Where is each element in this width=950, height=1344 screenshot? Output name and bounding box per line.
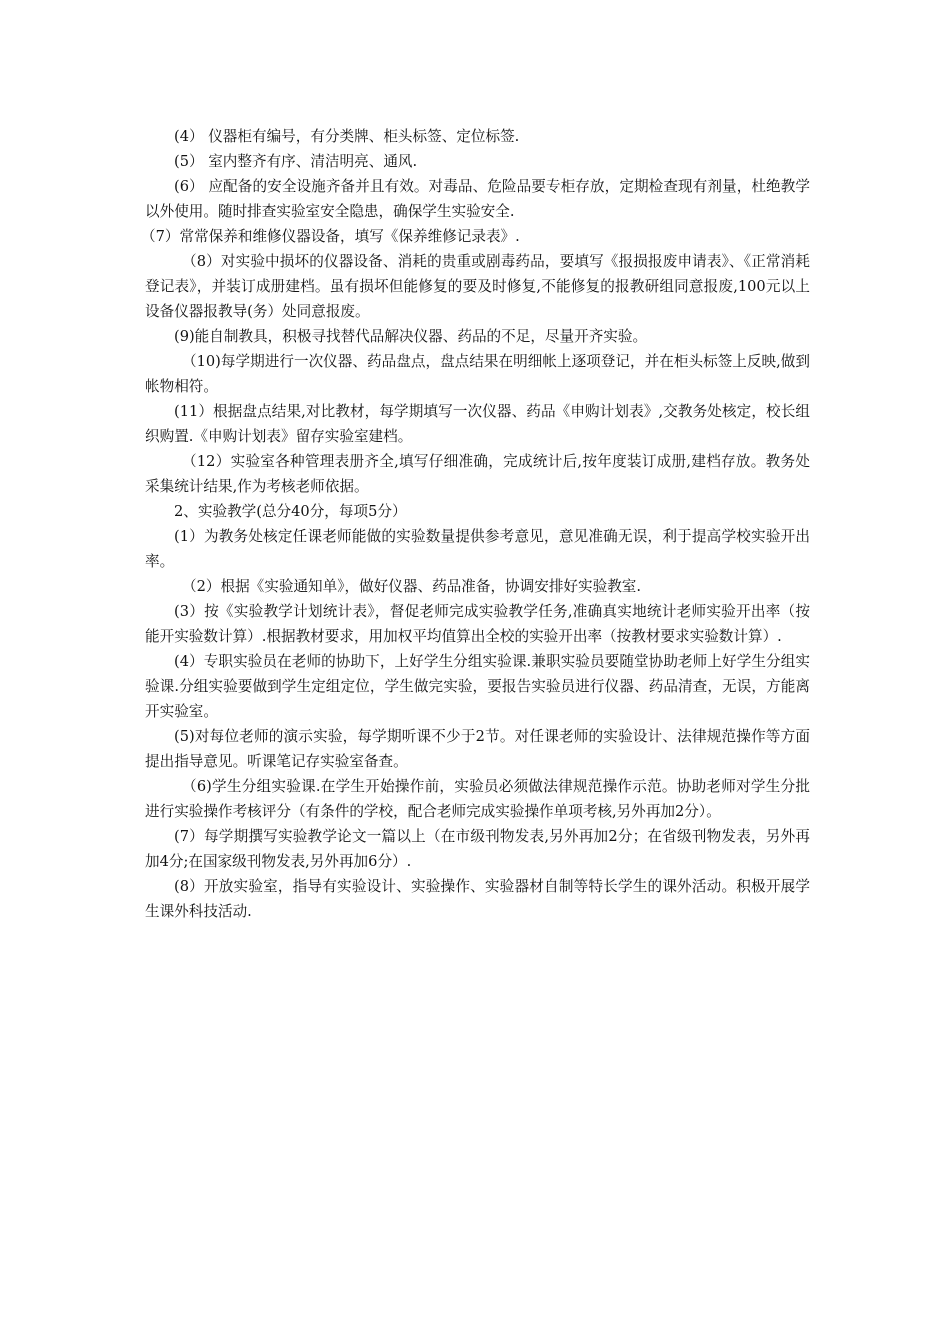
paragraph-item-12: （12）实验室各种管理表册齐全,填写仔细准确，完成统计后,按年度装订成册,建档存放。教务处采集统计结果,作为考核老师依据。 — [145, 453, 810, 495]
paragraph-teaching-4: (4）专职实验员在老师的协助下，上好学生分组实验课.兼职实验员要随堂协助老师上好学生分组实验课.分组实验要做到学生定组定位，学生做完实验，要报告实验员进行仪器、药品清查，无误，方能离开实验室。 — [145, 653, 810, 720]
paragraph-teaching-1: (1）为教务处核定任课老师能做的实验数量提供参考意见，意见准确无误，利于提高学校实验开出率。 — [145, 528, 810, 570]
paragraph-teaching-2: （2）根据《实验通知单》，做好仪器、药品准备，协调安排好实验教室. — [182, 578, 642, 595]
paragraph-teaching-5: (5)对每位老师的演示实验，每学期听课不少于2节。对任课老师的实验设计、法律规范操作等方面提出指导意见。听课笔记存实验室备查。 — [145, 728, 810, 770]
paragraph-item-11: (11）根据盘点结果,对比教材，每学期填写一次仪器、药品《申购计划表》,交教务处核定，校长组织购置.《申购计划表》留存实验室建档。 — [145, 403, 810, 445]
paragraph-teaching-7: (7）每学期撰写实验教学论文一篇以上（在市级刊物发表,另外再加2分；在省级刊物发表，另外再加4分;在国家级刊物发表,另外再加6分）. — [145, 828, 810, 870]
paragraph-item-9: (9)能自制教具，积极寻找替代品解决仪器、药品的不足，尽量开齐实验。 — [174, 328, 648, 345]
paragraph-teaching-8: (8）开放实验室，指导有实验设计、实验操作、实验器材自制等特长学生的课外活动。积极开展学生课外科技活动. — [145, 878, 810, 920]
paragraph-item-8: （8）对实验中损坏的仪器设备、消耗的贵重或剧毒药品，要填写《报损报废申请表》、《正常消耗登记表》，并装订成册建档。虽有损坏但能修复的要及时修复,不能修复的报教研组同意报废,100元以上设备仪器报教导(务）处同意报废。 — [145, 253, 810, 320]
section-heading-experiment-teaching: 2、实验教学(总分40分，每项5分） — [174, 503, 407, 520]
paragraph-item-4: (4） 仪器柜有编号，有分类牌、柜头标签、定位标签. — [174, 128, 520, 145]
paragraph-teaching-6: （6)学生分组实验课.在学生开始操作前，实验员必须做法律规范操作示范。协助老师对学生分批进行实验操作考核评分（有条件的学校，配合老师完成实验操作单项考核,另外再加2分）。 — [145, 778, 810, 820]
paragraph-item-10: （10)每学期进行一次仪器、药品盘点，盘点结果在明细帐上逐项登记，并在柜头标签上反映,做到帐物相符。 — [145, 353, 810, 395]
paragraph-item-7: （7）常常保养和维修仪器设备，填写《保养维修记录表》. — [141, 228, 520, 245]
paragraph-item-5: (5） 室内整齐有序、清洁明亮、通风. — [174, 153, 418, 170]
paragraph-item-6: (6） 应配备的安全设施齐备并且有效。对毒品、危险品要专柜存放，定期检查现有剂量，杜绝教学以外使用。随时排查实验室安全隐患，确保学生实验安全. — [145, 178, 810, 220]
document-body — [141, 124, 810, 924]
paragraph-teaching-3: (3）按《实验教学计划统计表》，督促老师完成实验教学任务,准确真实地统计老师实验开出率（按能开实验数计算）.根据教材要求，用加权平均值算出全校的实验开出率（按教材要求实验数计算）. — [145, 603, 810, 645]
